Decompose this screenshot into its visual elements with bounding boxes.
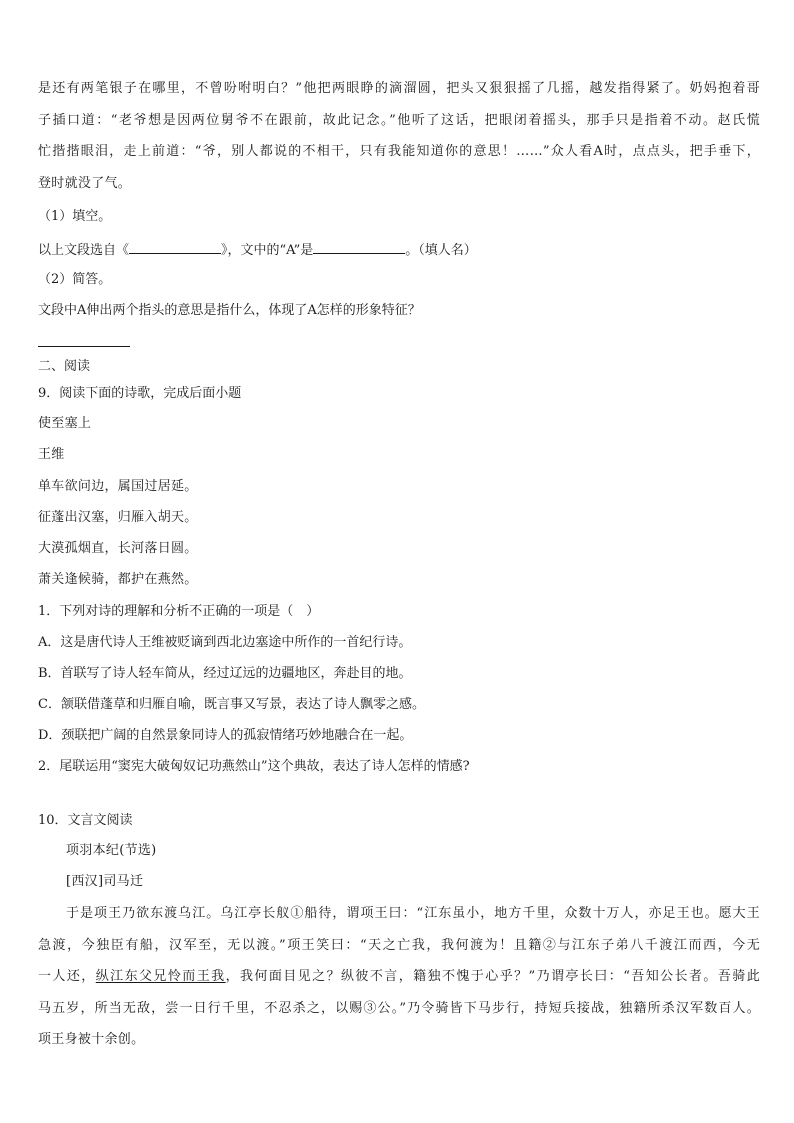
passage-line: 忙揩揩眼泪，走上前道：“爷，别人都说的不相干，只有我能知道你的意思！……”众人看A时，点点头，把手垂下， <box>38 144 760 159</box>
passage-title: 项羽本纪(节选) <box>66 843 157 858</box>
underlined-sentence: 纵江东父兄怜而王我 <box>95 969 226 984</box>
classical-line: 马五岁，所当无敌，尝一日行千里，不忍杀之，以赐③公。”乃令骑皆下马步行，持短兵接战，独籍所杀汉军数百人。 <box>38 1001 760 1016</box>
classical-line: 项王身被十余创。 <box>38 1032 145 1047</box>
character-name-blank[interactable] <box>313 240 405 254</box>
poem-line: 单车欲问边，属国过居延。 <box>38 479 198 494</box>
q8-short-answer-prompt: 文段中A伸出两个指头的意思是指什么，体现了A怎样的形象特征？ <box>38 303 421 318</box>
option-c[interactable]: C．颔联借蓬草和归雁自喻，既言事又写景，表达了诗人飘零之感。 <box>38 697 425 712</box>
q9-sub1: 1．下列对诗的理解和分析不正确的一项是（ ） <box>38 604 320 619</box>
poem-line: 大漠孤烟直，长河落日圆。 <box>38 541 198 556</box>
passage-line: 登时就没了气。 <box>38 176 132 191</box>
q10-prompt: 10．文言文阅读 <box>38 813 133 828</box>
q8-fill-in <box>38 240 760 260</box>
classical-text: ，我何面目见之？纵彼不言，籍独不愧于心乎？”乃谓亭长曰：“吾知公长者。吾骑此 <box>225 969 760 984</box>
classical-line: 于是项王乃欲东渡乌江。乌江亭长舣①船待，谓项王曰：“江东虽小，地方千里，众数十万人，亦足王也。愿大王 <box>66 906 760 921</box>
fill-text-mid: 》，文中的“A”是 <box>221 243 314 258</box>
q9-sub2: 2．尾联运用“窦宪大破匈奴记功燕然山”这个典故，表达了诗人怎样的情感? <box>38 759 470 774</box>
classical-text: 一人还， <box>38 969 96 984</box>
section-heading: 二、阅读 <box>38 359 91 374</box>
fill-text-pre: 以上文段选自《 <box>38 243 130 258</box>
passage-author: [西汉]司马迁 <box>66 874 144 889</box>
classical-line: 急渡，今独臣有船，汉军至，无以渡。”项王笑曰：“天之亡我，我何渡为！且籍②与江东子弟八千渡江而西，今无 <box>38 938 760 953</box>
book-title-blank[interactable] <box>129 240 221 254</box>
poem-line: 萧关逢候骑，都护在燕然。 <box>38 572 198 587</box>
option-a[interactable]: A．这是唐代诗人王维被贬谪到西北边塞途中所作的一首纪行诗。 <box>38 635 412 650</box>
poem-author: 王维 <box>38 447 65 462</box>
passage-line: 子插口道：“老爷想是因两位舅爷不在跟前，故此记念。”他听了这话，把眼闭着摇头，那手只是指着不动。赵氏慌 <box>38 113 760 128</box>
q8-part2-label: （2）简答。 <box>38 272 112 287</box>
poem-line: 征蓬出汉塞，归雁入胡天。 <box>38 510 198 525</box>
option-d[interactable]: D．颈联把广阔的自然景象同诗人的孤寂情绪巧妙地融合在一起。 <box>38 728 413 743</box>
q9-prompt: 9．阅读下面的诗歌，完成后面小题 <box>38 386 242 401</box>
passage-line: 是还有两笔银子在哪里，不曾吩咐明白？”他把两眼睁的滴溜圆，把头又狠狠摇了几摇，越发指得紧了。奶妈抱着哥 <box>38 81 760 96</box>
poem-title: 使至塞上 <box>38 416 92 431</box>
classical-line-3 <box>38 968 760 986</box>
q8-part1-label: （1）填空。 <box>38 209 112 224</box>
answer-line[interactable] <box>38 346 130 347</box>
fill-text-post: 。（填人名） <box>405 243 477 258</box>
option-b[interactable]: B．首联写了诗人轻车简从，经过辽远的边疆地区，奔赴目的地。 <box>38 666 412 681</box>
